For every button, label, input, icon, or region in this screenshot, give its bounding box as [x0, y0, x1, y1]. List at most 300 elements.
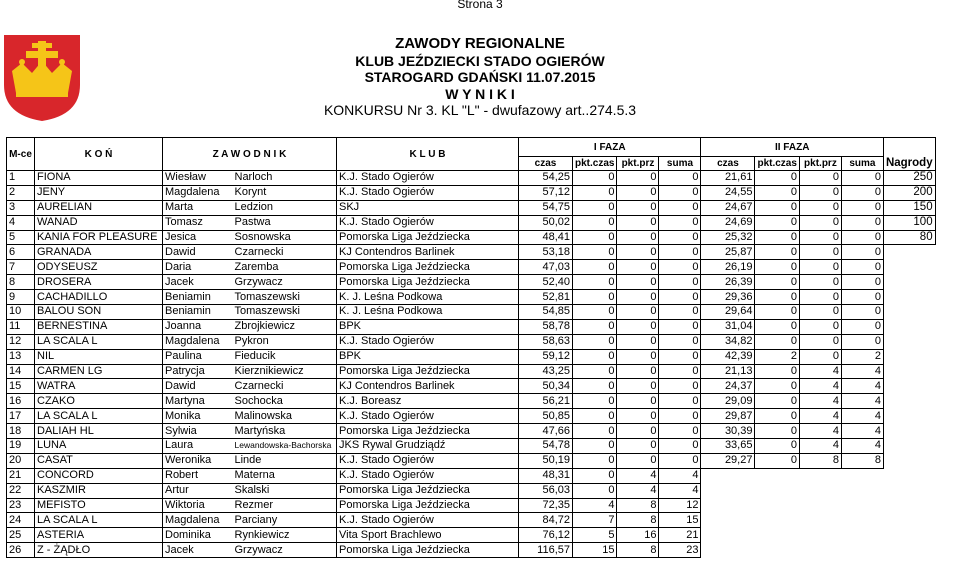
- phase1-value-cell: 72,35: [519, 498, 573, 513]
- event-title: ZAWODY REGIONALNE: [395, 35, 565, 52]
- phase2-value-cell: [799, 468, 841, 483]
- phase2-value-cell: 4: [799, 409, 841, 424]
- phase2-value-cell: 0: [799, 290, 841, 305]
- phase1-value-cell: 0: [659, 200, 701, 215]
- phase1-value-cell: 0: [617, 349, 659, 364]
- rider-first-name-cell: Marta: [163, 200, 233, 215]
- rider-last-name-cell: Pykron: [233, 334, 337, 349]
- club-cell: K.J. Stado Ogierów: [337, 453, 519, 468]
- phase1-value-cell: 0: [659, 424, 701, 439]
- phase2-value-cell: 0: [755, 319, 799, 334]
- phase1-value-cell: 0: [659, 275, 701, 290]
- col-phase2: II FAZA: [701, 138, 883, 157]
- prize-cell: [883, 498, 935, 513]
- phase1-value-cell: 4: [573, 498, 617, 513]
- place-cell: 6: [7, 245, 35, 260]
- location-date: STAROGARD GDAŃSKI 11.07.2015: [364, 69, 596, 85]
- rider-first-name-cell: Joanna: [163, 319, 233, 334]
- phase1-value-cell: 0: [659, 439, 701, 454]
- place-cell: 9: [7, 290, 35, 305]
- phase1-value-cell: 12: [659, 498, 701, 513]
- club-cell: K.J. Stado Ogierów: [337, 468, 519, 483]
- phase2-value-cell: [701, 468, 755, 483]
- phase1-value-cell: 0: [573, 424, 617, 439]
- horse-cell: LUNA: [35, 439, 163, 454]
- club-cell: K. J. Leśna Podkowa: [337, 290, 519, 305]
- rider-last-name-cell: Rynkiewicz: [233, 528, 337, 543]
- phase2-value-cell: 4: [841, 364, 883, 379]
- club-cell: Pomorska Liga Jeździecka: [337, 424, 519, 439]
- phase1-value-cell: 0: [573, 379, 617, 394]
- prize-cell: [883, 528, 935, 543]
- club-cell: Pomorska Liga Jeździecka: [337, 230, 519, 245]
- phase1-value-cell: 8: [617, 498, 659, 513]
- organizer: KLUB JEŹDZIECKI STADO OGIERÓW: [355, 52, 605, 69]
- phase1-value-cell: 23: [659, 543, 701, 558]
- phase1-value-cell: 0: [573, 364, 617, 379]
- phase2-value-cell: 0: [841, 185, 883, 200]
- phase2-value-cell: 0: [755, 424, 799, 439]
- place-cell: 19: [7, 439, 35, 454]
- col-phase1: I FAZA: [519, 138, 701, 157]
- col-p1-czas: czas: [519, 157, 573, 171]
- horse-cell: CASAT: [35, 453, 163, 468]
- phase1-value-cell: 0: [617, 334, 659, 349]
- horse-cell: GRANADA: [35, 245, 163, 260]
- phase1-value-cell: 0: [617, 290, 659, 305]
- phase2-value-cell: 0: [755, 364, 799, 379]
- prize-cell: [883, 483, 935, 498]
- phase2-value-cell: 0: [755, 379, 799, 394]
- horse-cell: CACHADILLO: [35, 290, 163, 305]
- phase1-value-cell: 0: [573, 409, 617, 424]
- place-cell: 2: [7, 185, 35, 200]
- phase1-value-cell: 0: [573, 319, 617, 334]
- horse-cell: CZAKO: [35, 394, 163, 409]
- phase1-value-cell: 0: [617, 453, 659, 468]
- phase1-value-cell: 43,25: [519, 364, 573, 379]
- phase2-value-cell: 0: [755, 200, 799, 215]
- horse-cell: DALIAH HL: [35, 424, 163, 439]
- rider-first-name-cell: Paulina: [163, 349, 233, 364]
- prize-cell: 100: [883, 215, 935, 230]
- phase2-value-cell: 0: [755, 409, 799, 424]
- phase2-value-cell: 0: [755, 305, 799, 320]
- page-label: Strona 3: [457, 0, 503, 11]
- phase2-value-cell: 4: [841, 379, 883, 394]
- place-cell: 13: [7, 349, 35, 364]
- horse-cell: WATRA: [35, 379, 163, 394]
- phase1-value-cell: 0: [617, 439, 659, 454]
- phase1-value-cell: 0: [573, 260, 617, 275]
- horse-cell: CARMEN LG: [35, 364, 163, 379]
- prize-cell: [883, 260, 935, 275]
- rider-first-name-cell: Jacek: [163, 275, 233, 290]
- phase1-value-cell: 0: [573, 245, 617, 260]
- table-row: [7, 513, 936, 528]
- phase1-value-cell: 0: [573, 394, 617, 409]
- phase2-value-cell: 0: [755, 394, 799, 409]
- phase1-value-cell: 0: [659, 364, 701, 379]
- phase1-value-cell: 84,72: [519, 513, 573, 528]
- prize-cell: [883, 275, 935, 290]
- phase2-value-cell: [799, 528, 841, 543]
- phase2-value-cell: 31,04: [701, 319, 755, 334]
- phase1-value-cell: 0: [617, 394, 659, 409]
- phase2-value-cell: 26,39: [701, 275, 755, 290]
- phase2-value-cell: 0: [755, 185, 799, 200]
- phase1-value-cell: 0: [573, 439, 617, 454]
- phase2-value-cell: 0: [755, 260, 799, 275]
- phase2-value-cell: 0: [755, 215, 799, 230]
- col-p2-pkt-prz: pkt.prz: [799, 157, 841, 171]
- rider-last-name-cell: Grzywacz: [233, 275, 337, 290]
- rider-first-name-cell: Artur: [163, 483, 233, 498]
- rider-first-name-cell: Laura: [163, 439, 233, 454]
- club-cell: K.J. Stado Ogierów: [337, 171, 519, 186]
- phase2-value-cell: 33,65: [701, 439, 755, 454]
- rider-first-name-cell: Martyna: [163, 394, 233, 409]
- phase1-value-cell: 0: [659, 290, 701, 305]
- phase1-value-cell: 54,85: [519, 305, 573, 320]
- table-row: [7, 394, 936, 409]
- phase2-value-cell: 4: [799, 424, 841, 439]
- rider-last-name-cell: Narloch: [233, 171, 337, 186]
- phase2-value-cell: [755, 513, 799, 528]
- phase2-value-cell: 0: [841, 260, 883, 275]
- phase1-value-cell: 50,34: [519, 379, 573, 394]
- horse-cell: ASTERIA: [35, 528, 163, 543]
- rider-last-name-cell: Kierznikiewicz: [233, 364, 337, 379]
- phase1-value-cell: 50,19: [519, 453, 573, 468]
- prize-cell: [883, 424, 935, 439]
- phase1-value-cell: 0: [573, 200, 617, 215]
- phase2-value-cell: [799, 498, 841, 513]
- phase2-value-cell: 4: [799, 394, 841, 409]
- phase2-value-cell: 0: [755, 245, 799, 260]
- phase1-value-cell: 54,25: [519, 171, 573, 186]
- rider-first-name-cell: Magdalena: [163, 513, 233, 528]
- club-cell: Vita Sport Brachlewo: [337, 528, 519, 543]
- place-cell: 4: [7, 215, 35, 230]
- rider-first-name-cell: Magdalena: [163, 185, 233, 200]
- phase2-value-cell: 0: [799, 349, 841, 364]
- col-p2-suma: suma: [841, 157, 883, 171]
- table-row: [7, 260, 936, 275]
- rider-first-name-cell: Dawid: [163, 379, 233, 394]
- phase2-value-cell: [841, 468, 883, 483]
- phase1-value-cell: 76,12: [519, 528, 573, 543]
- phase2-value-cell: 24,37: [701, 379, 755, 394]
- table-row: [7, 379, 936, 394]
- club-cell: JKS Rywal Grudziądź: [337, 439, 519, 454]
- phase1-value-cell: 0: [659, 245, 701, 260]
- prize-cell: [883, 245, 935, 260]
- phase1-value-cell: 50,02: [519, 215, 573, 230]
- phase2-value-cell: 0: [799, 305, 841, 320]
- phase2-value-cell: 0: [799, 275, 841, 290]
- place-cell: 14: [7, 364, 35, 379]
- phase1-value-cell: 0: [617, 245, 659, 260]
- rider-last-name-cell: Czarnecki: [233, 245, 337, 260]
- phase2-value-cell: [755, 543, 799, 558]
- rider-first-name-cell: Tomasz: [163, 215, 233, 230]
- table-row: [7, 409, 936, 424]
- horse-cell: BALOU SON: [35, 305, 163, 320]
- phase2-value-cell: 0: [799, 215, 841, 230]
- phase2-value-cell: 34,82: [701, 334, 755, 349]
- horse-cell: AURELIAN: [35, 200, 163, 215]
- phase1-value-cell: 0: [617, 200, 659, 215]
- phase2-value-cell: 0: [799, 319, 841, 334]
- phase1-value-cell: 0: [573, 185, 617, 200]
- phase1-value-cell: 0: [659, 349, 701, 364]
- phase1-value-cell: 0: [573, 275, 617, 290]
- phase2-value-cell: 0: [755, 290, 799, 305]
- place-cell: 5: [7, 230, 35, 245]
- phase1-value-cell: 0: [573, 468, 617, 483]
- club-cell: K.J. Stado Ogierów: [337, 513, 519, 528]
- col-p1-suma: suma: [659, 157, 701, 171]
- horse-cell: Z - ŻĄDŁO: [35, 543, 163, 558]
- phase1-value-cell: 0: [573, 483, 617, 498]
- phase2-value-cell: 4: [799, 364, 841, 379]
- horse-cell: LA SCALA L: [35, 513, 163, 528]
- rider-last-name-cell: Zbrojkiewicz: [233, 319, 337, 334]
- phase2-value-cell: 4: [841, 439, 883, 454]
- col-p2-czas: czas: [701, 157, 755, 171]
- phase1-value-cell: 0: [617, 185, 659, 200]
- col-horse: K O Ń: [35, 138, 163, 171]
- phase2-value-cell: 0: [799, 334, 841, 349]
- phase2-value-cell: 0: [799, 171, 841, 186]
- club-cell: KJ Contendros Barlinek: [337, 245, 519, 260]
- prize-cell: [883, 334, 935, 349]
- club-cell: Pomorska Liga Jeździecka: [337, 275, 519, 290]
- phase2-value-cell: [755, 528, 799, 543]
- phase1-value-cell: 52,40: [519, 275, 573, 290]
- rider-last-name-cell: Pastwa: [233, 215, 337, 230]
- phase2-value-cell: 4: [841, 394, 883, 409]
- phase1-value-cell: 0: [659, 453, 701, 468]
- table-row: [7, 349, 936, 364]
- phase2-value-cell: [841, 498, 883, 513]
- phase1-value-cell: 56,03: [519, 483, 573, 498]
- rider-first-name-cell: Jacek: [163, 543, 233, 558]
- phase2-value-cell: 0: [841, 334, 883, 349]
- table-row: [7, 528, 936, 543]
- phase1-value-cell: 0: [617, 230, 659, 245]
- horse-cell: WANAD: [35, 215, 163, 230]
- phase2-value-cell: [841, 513, 883, 528]
- horse-cell: CONCORD: [35, 468, 163, 483]
- club-cell: KJ Contendros Barlinek: [337, 379, 519, 394]
- club-cell: K.J. Stado Ogierów: [337, 334, 519, 349]
- prize-cell: [883, 468, 935, 483]
- club-cell: Pomorska Liga Jeździecka: [337, 364, 519, 379]
- place-cell: 12: [7, 334, 35, 349]
- rider-first-name-cell: Weronika: [163, 453, 233, 468]
- place-cell: 24: [7, 513, 35, 528]
- prize-cell: [883, 409, 935, 424]
- table-row: [7, 453, 936, 468]
- prize-cell: [883, 290, 935, 305]
- phase2-value-cell: 0: [841, 305, 883, 320]
- table-row: [7, 200, 936, 215]
- phase2-value-cell: 4: [799, 379, 841, 394]
- rider-last-name-cell: Grzywacz: [233, 543, 337, 558]
- prize-cell: [883, 394, 935, 409]
- club-cell: K.J. Stado Ogierów: [337, 409, 519, 424]
- phase2-value-cell: 0: [799, 245, 841, 260]
- place-cell: 17: [7, 409, 35, 424]
- club-cell: BPK: [337, 319, 519, 334]
- prize-cell: 150: [883, 200, 935, 215]
- phase2-value-cell: [799, 543, 841, 558]
- phase2-value-cell: [701, 483, 755, 498]
- club-cell: K.J. Boreasz: [337, 394, 519, 409]
- horse-cell: KANIA FOR PLEASURE: [35, 230, 163, 245]
- phase2-value-cell: 0: [841, 290, 883, 305]
- col-club: K L U B: [337, 138, 519, 171]
- table-row: [7, 334, 936, 349]
- table-row: [7, 215, 936, 230]
- rider-last-name-cell: Parciany: [233, 513, 337, 528]
- phase1-value-cell: 58,63: [519, 334, 573, 349]
- phase1-value-cell: 8: [617, 513, 659, 528]
- phase2-value-cell: 0: [755, 453, 799, 468]
- competition-name: KONKURSU Nr 3. KL "L" - dwufazowy art..274.5.3: [323, 102, 637, 118]
- club-cell: K. J. Leśna Podkowa: [337, 305, 519, 320]
- phase2-value-cell: 0: [841, 171, 883, 186]
- rider-last-name-cell: Ledzion: [233, 200, 337, 215]
- phase1-value-cell: 0: [617, 424, 659, 439]
- rider-first-name-cell: Wiesław: [163, 171, 233, 186]
- phase1-value-cell: 58,78: [519, 319, 573, 334]
- place-cell: 18: [7, 424, 35, 439]
- table-row: [7, 364, 936, 379]
- rider-first-name-cell: Dawid: [163, 245, 233, 260]
- phase2-value-cell: 29,64: [701, 305, 755, 320]
- table-row: [7, 439, 936, 454]
- phase1-value-cell: 0: [659, 409, 701, 424]
- rider-last-name-cell: Czarnecki: [233, 379, 337, 394]
- phase2-value-cell: [841, 543, 883, 558]
- prize-cell: 80: [883, 230, 935, 245]
- rider-last-name-cell: Tomaszewski: [233, 305, 337, 320]
- phase1-value-cell: 0: [617, 260, 659, 275]
- place-cell: 22: [7, 483, 35, 498]
- place-cell: 23: [7, 498, 35, 513]
- place-cell: 16: [7, 394, 35, 409]
- phase1-value-cell: 0: [617, 379, 659, 394]
- rider-first-name-cell: Beniamin: [163, 290, 233, 305]
- phase1-value-cell: 0: [659, 319, 701, 334]
- rider-last-name-cell: Linde: [233, 453, 337, 468]
- phase2-value-cell: [841, 483, 883, 498]
- horse-cell: LA SCALA L: [35, 334, 163, 349]
- phase1-value-cell: 4: [659, 468, 701, 483]
- rider-first-name-cell: Wiktoria: [163, 498, 233, 513]
- rider-last-name-cell: Malinowska: [233, 409, 337, 424]
- rider-last-name-cell: Materna: [233, 468, 337, 483]
- phase2-value-cell: 24,55: [701, 185, 755, 200]
- phase2-value-cell: 21,61: [701, 171, 755, 186]
- phase1-value-cell: 54,75: [519, 200, 573, 215]
- phase2-value-cell: [755, 468, 799, 483]
- phase2-value-cell: 25,87: [701, 245, 755, 260]
- phase1-value-cell: 57,12: [519, 185, 573, 200]
- table-row: [7, 305, 936, 320]
- phase1-value-cell: 59,12: [519, 349, 573, 364]
- horse-cell: KASZMIR: [35, 483, 163, 498]
- rider-last-name-cell: Sosnowska: [233, 230, 337, 245]
- phase1-value-cell: 21: [659, 528, 701, 543]
- rider-first-name-cell: Patrycja: [163, 364, 233, 379]
- col-p2-pkt-czas: pkt.czas: [755, 157, 799, 171]
- phase1-value-cell: 0: [617, 409, 659, 424]
- phase1-value-cell: 47,03: [519, 260, 573, 275]
- phase1-value-cell: 0: [617, 171, 659, 186]
- phase2-value-cell: 0: [841, 245, 883, 260]
- prize-cell: [883, 364, 935, 379]
- phase2-value-cell: 42,39: [701, 349, 755, 364]
- rider-first-name-cell: Jesica: [163, 230, 233, 245]
- phase2-value-cell: 0: [799, 185, 841, 200]
- phase1-value-cell: 48,31: [519, 468, 573, 483]
- horse-cell: JENY: [35, 185, 163, 200]
- phase1-value-cell: 0: [573, 453, 617, 468]
- phase2-value-cell: [701, 513, 755, 528]
- col-place: M-ce: [7, 138, 35, 171]
- horse-cell: NIL: [35, 349, 163, 364]
- phase2-value-cell: 0: [799, 200, 841, 215]
- rider-first-name-cell: Magdalena: [163, 334, 233, 349]
- phase1-value-cell: 15: [659, 513, 701, 528]
- col-p1-pkt-czas: pkt.czas: [573, 157, 617, 171]
- club-cell: SKJ: [337, 200, 519, 215]
- phase1-value-cell: 52,81: [519, 290, 573, 305]
- prize-cell: 200: [883, 185, 935, 200]
- table-row: [7, 171, 936, 186]
- phase2-value-cell: [755, 498, 799, 513]
- phase1-value-cell: 56,21: [519, 394, 573, 409]
- table-row: [7, 483, 936, 498]
- phase2-value-cell: 4: [799, 439, 841, 454]
- phase1-value-cell: 0: [573, 349, 617, 364]
- document-header: [0, 36, 960, 119]
- club-cell: Pomorska Liga Jeździecka: [337, 483, 519, 498]
- rider-last-name-cell: Fieducik: [233, 349, 337, 364]
- phase2-value-cell: 30,39: [701, 424, 755, 439]
- prize-cell: [883, 379, 935, 394]
- phase1-value-cell: 0: [659, 305, 701, 320]
- col-prizes: Nagrody: [883, 138, 935, 171]
- place-cell: 8: [7, 275, 35, 290]
- rider-last-name-cell: Zaremba: [233, 260, 337, 275]
- prize-cell: [883, 305, 935, 320]
- phase1-value-cell: 0: [617, 215, 659, 230]
- table-row: [7, 498, 936, 513]
- phase2-value-cell: 4: [841, 409, 883, 424]
- phase1-value-cell: 0: [573, 290, 617, 305]
- horse-cell: BERNESTINA: [35, 319, 163, 334]
- rider-last-name-cell: Sochocka: [233, 394, 337, 409]
- phase2-value-cell: 24,67: [701, 200, 755, 215]
- phase1-value-cell: 7: [573, 513, 617, 528]
- phase1-value-cell: 0: [573, 230, 617, 245]
- table-row: [7, 245, 936, 260]
